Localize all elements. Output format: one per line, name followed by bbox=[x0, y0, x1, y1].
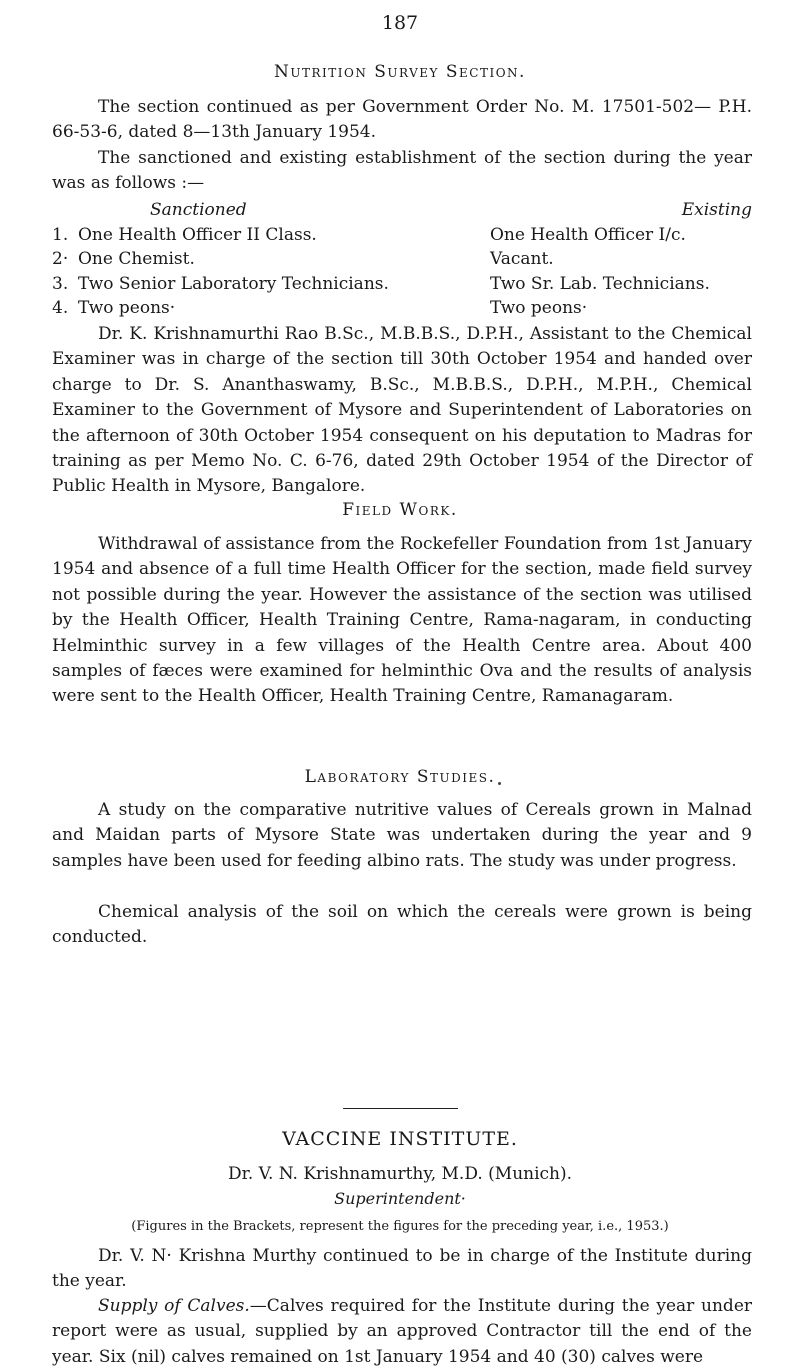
laboratory-studies-heading: Laboratory Studies. bbox=[304, 767, 496, 787]
officer-in-charge-paragraph: Dr. K. Krishnamurthi Rao B.Sc., M.B.B.S., D.P.H., Assistant to the Chemical Examiner was in charge of the section till 30th October 1954 and handed over charge to Dr. S. Ananthaswamy, B.Sc., M.B.B.S., D.P.H., M.P.H., Chemical Examiner to the Government of Mysore and Superintendent of Laboratories on the afternoon of 30th October 1954 consequent on his deputation to Madras for training as per Memo No. C. 6-76, dated 29th October 1954 of the Director of Public Health in Mysore, Bangalore. bbox=[52, 324, 752, 497]
existing-column-header: Existing bbox=[681, 200, 752, 220]
supply-of-calves-text: —Calves required for the Institute during the year under report were as usual, supplied by an approved Contractor till the end of the year. Six (nil) calves remained on 1st January 1954 and 40 (30) calves were bbox=[52, 1296, 753, 1367]
existing-post: Vacant. bbox=[490, 249, 554, 269]
page-number: 187 bbox=[381, 12, 419, 34]
row-number: 3. bbox=[52, 273, 69, 294]
supply-of-calves-paragraph bbox=[52, 1294, 752, 1370]
field-work-paragraph: Withdrawal of assistance from the Rockefeller Foundation from 1st January 1954 and absence of a full time Health Officer for the section, made field survey not possible during the year. However the assistance of the section was utilised by the Health Officer, Health Training Centre, Rama-nagaram, in conducting Helminthic survey in a few villages of the Health Centre area. About 400 samples of fæces were examined for helminthic Ova and the results of analysis were sent to the Health Officer, Health Training Centre, Ramanagaram. bbox=[52, 534, 752, 707]
section-divider bbox=[343, 1108, 458, 1109]
sanctioned-column-header: Sanctioned bbox=[150, 200, 247, 220]
establishment-header-row bbox=[52, 198, 752, 223]
superintendent-role: Superintendent· bbox=[334, 1189, 466, 1208]
ink-speck bbox=[498, 782, 501, 785]
brackets-note: (Figures in the Brackets, represent the figures for the preceding year, i.e., 1953.) bbox=[131, 1219, 669, 1234]
nutrition-survey-heading: Nutrition Survey Section. bbox=[274, 62, 526, 82]
cereals-study-paragraph: A study on the comparative nutritive values of Cereals grown in Malnad and Maidan parts of Mysore State was undertaken during the year and 9 samples have been used for feeding albino rats. The study was under progress. bbox=[52, 800, 752, 871]
establishment-row bbox=[52, 247, 752, 272]
row-number: 4. bbox=[52, 298, 69, 318]
sanctioned-post: One Health Officer II Class. bbox=[78, 224, 317, 245]
superintendent-name: Dr. V. N. Krishnamurthy, M.D. (Munich). bbox=[227, 1164, 573, 1184]
field-work-heading: Field Work. bbox=[342, 500, 458, 520]
row-number: 2· bbox=[52, 249, 69, 269]
vaccine-institute-title: VACCINE INSTITUTE. bbox=[282, 1128, 518, 1150]
row-number: 1. bbox=[52, 224, 69, 245]
soil-analysis-paragraph: Chemical analysis of the soil on which the cereals were grown is being conducted. bbox=[52, 902, 752, 948]
sanctioned-post: Two peons· bbox=[78, 298, 176, 318]
existing-post: Two peons· bbox=[490, 298, 588, 318]
supply-of-calves-title: Supply of Calves. bbox=[98, 1296, 250, 1316]
establishment-row bbox=[52, 272, 752, 297]
existing-post: One Health Officer I/c. bbox=[490, 224, 686, 245]
sanctioned-post: Two Senior Laboratory Technicians. bbox=[78, 273, 389, 294]
establishment-table bbox=[52, 198, 752, 321]
establishment-intro-paragraph: The sanctioned and existing establishment of the section during the year was as follows :— bbox=[52, 148, 752, 194]
establishment-row bbox=[52, 223, 752, 248]
sanctioned-post: One Chemist. bbox=[78, 249, 195, 269]
in-charge-paragraph: Dr. V. N· Krishna Murthy continued to be in charge of the Institute during the year. bbox=[52, 1246, 752, 1292]
existing-post: Two Sr. Lab. Technicians. bbox=[490, 273, 710, 294]
establishment-row bbox=[52, 296, 752, 321]
nutrition-order-paragraph: The section continued as per Government Order No. M. 17501-502— P.H. 66-53-6, dated 8—13th January 1954. bbox=[52, 97, 752, 143]
